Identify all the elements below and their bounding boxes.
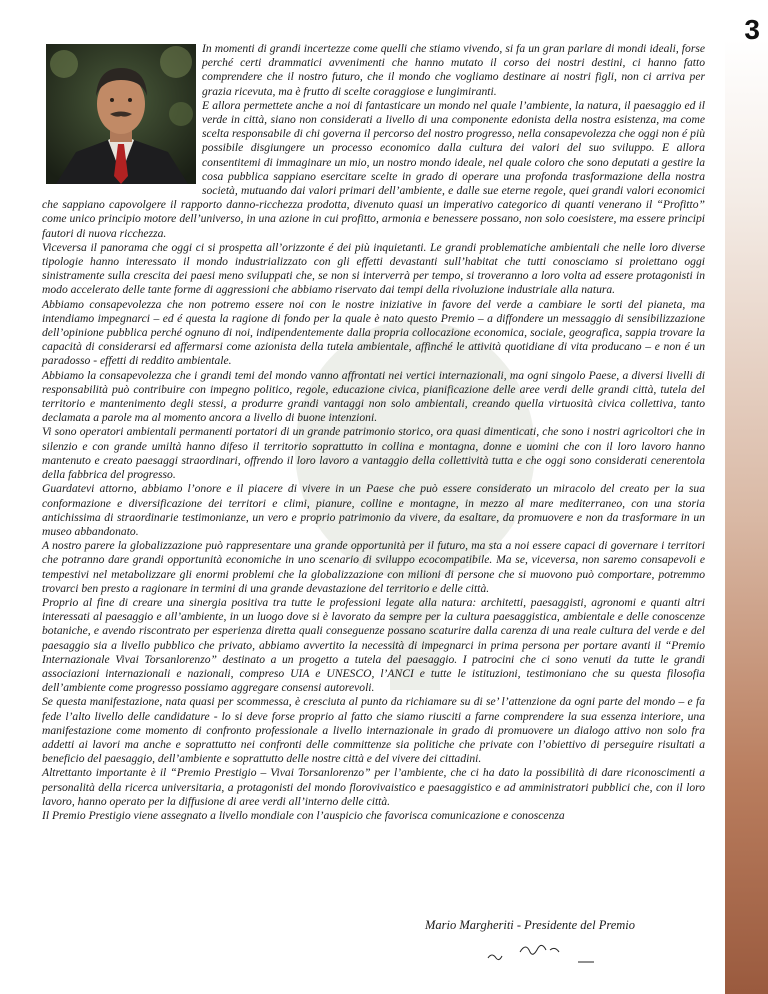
paragraph: Guardatevi attorno, abbiamo l’onore e il piacere di vivere in un Paese che può essere considerato un miracolo del creato per la sua conformazione e diversificazione dei territori e climi, pianure, colline e montagne, in mezzo al mare mediterraneo, con una storia antichissima di straordinarie testimonianze, un vero e proprio patrimonio da vivere, da esaltare, da promuovere e non da trasformare in un museo abbandonato. (42, 482, 705, 538)
paragraph: Vi sono operatori ambientali permanenti portatori di un grande patrimonio storico, ora quasi dimenticati, che sono i nostri agricoltori che in silenzio e con grande umiltà hanno difeso il territorio soprattutto in collina e montagna, donne e uomini che con il loro lavoro hanno mantenuto e creato paesaggi straordinari, offrendo il loro lavoro a vantaggio della collettività tutta e che oggi sono considerati cenerentola della fabbrica del progresso. (42, 425, 705, 482)
paragraph: In momenti di grandi incertezze come quelli che stiamo vivendo, si fa un gran parlare di mondi ideali, forse perché certi drammatici avvenimenti che hanno mutato il corso dei nostri destini, ci hanno fatto comprendere che il nostro futuro, che il mondo che vogliamo destinare ai nostri figli, non ci arriva per grazia ricevuta, ma è frutto di scelte coraggiose e lungimiranti. (202, 42, 705, 98)
paragraph: A nostro parere la globalizzazione può rappresentare una grande opportunità per il futuro, ma sta a noi essere capaci di governare i territori che potranno dare grandi opportunità economiche in uno scenario di sviluppo ecocompatibile. Ma se, viceversa, non saremo consapevoli e tempestivi nel metabolizzare gli enormi problemi che la globalizzazione con milioni di persone che si muovono può comportare, potremmo trovarci ben presto a ragionare in termini di una grande devastazione del territorio e delle città. (42, 539, 705, 595)
paragraph: E allora permettete anche a noi di fantasticare un mondo nel quale l’ambiente, la natura, il paesaggio ed il verde in città, siano non considerati a livello di una componente edonista della nostra esistenza, ma come scelta responsabile di chi governa il percorso del nostro progresso, nella consapevolezza che oggi non é più possibile disgiungere un processo economico dalla cultura dei valori del suo sviluppo. E allora consentitemi di immaginare un mio, un nostro mondo ideale, nel quale coloro che sono deputati a gestire la cosa pubblica sappiano esercitare scelte in grado di operare una profonda trasformazione della nostra società, mutuando dai valori primari dell’ambiente, e dalle sue eterne regole, quei grandi valori economici che sappiano capovolgere il rapporto danno-ricchezza prodotta, divenuto quasi un imperativo categorico di quanti venerano il “Profitto” come unico principio motore dell’universo, in una azione in cui profitto, armonia e benessere possano, non solo coesistere, ma essere principi fautori di nuova ricchezza. (42, 98, 705, 240)
paragraph: Abbiamo consapevolezza che non potremo essere noi con le nostre iniziative in favore del verde a cambiare le sorti del pianeta, ma intendiamo impegnarci – ed é questa la ragione di fondo per la quale è nato questo Premio – a diffondere un messaggio di sensibilizzazione dell’opinione pubblica perché ognuno di noi, indipendentemente dalla propria collocazione economica, sociale, geografica, sappia trovare la capacità di considerarsi ed affermarsi come azionista della tutela ambientale, affinché le attività quotidiane di vita producano – e non é un paradosso - effetti di reddito ambientale. (42, 297, 705, 368)
paragraph: Altrettanto importante è il “Premio Prestigio – Vivai Torsanlorenzo” per l’ambiente, che ci ha dato la possibilità di dare riconoscimenti a personalità della ricerca universitaria, a protagonisti del mondo florovivaistico e paesaggistico e ad amministratori pubblici che, con il loro lavoro, hanno operato per la diffusione di aree verdi all’interno delle città. (42, 766, 705, 808)
paragraph: Proprio al fine di creare una sinergia positiva tra tutte le professioni legate alla natura: architetti, paesaggisti, agronomi e quanti altri interessati al paesaggio e all’ambiente, in un luogo dove si è lavorato da sempre per la cultura paesaggistica, ambientale e delle conoscenze botaniche, e avendo riscontrato per esperienza diretta quali conseguenze possano scaturire dalla carenza di una reale cultura del verde e del paesaggio sia a livello pubblico che privato, abbiamo avvertito la necessità di impegnarci in prima persona per portare avanti il “Premio Internazionale Vivai Torsanlorenzo” destinato a un progetto a tutela del paesaggio. I patrocini che ci sono venuti da tutte le grandi associazioni internazionali e nazionali, compreso UIA e UNESCO, l’ANCI e tutte le istituzioni, testimoniano che su questa filosofia dell’ambiente come progresso possiamo aggregare consensi autorevoli. (42, 595, 705, 695)
page-number: 3 (744, 14, 760, 45)
handwritten-signature (480, 936, 600, 972)
paragraph: Abbiamo la consapevolezza che i grandi temi del mondo vanno affrontati nei vertici internazionali, ma ogni singolo Paese, a diversi livelli di responsabilità può contribuire con impegno politico, regole, educazione civica, pianificazione delle aree verdi delle grandi città, tutela del territorio e mantenimento degli stessi, a produrre grandi vantaggi non solo ambientali, creando quella virtuosità civica collettiva, tanto declamata a parole ma al momento ancora a livello di buone intenzioni. (42, 368, 705, 425)
paragraph: Il Premio Prestigio viene assegnato a livello mondiale con l’auspicio che favorisca comunicazione e conoscenza (42, 808, 565, 822)
signature-caption: Mario Margheriti - Presidente del Premio (425, 918, 636, 932)
article-body (42, 42, 705, 823)
side-color-bar (725, 0, 768, 994)
paragraph: Viceversa il panorama che oggi ci si prospetta all’orizzonte é dei più inquietanti. Le grandi problematiche ambientali che nelle loro diverse tipologie hanno interessato il mondo industrializzato con gli effetti devastanti sull’habitat che tutti conosciamo si proiettano oggi sinistramente sulla crescita dei paesi meno sviluppati che, se non si interverrà per tempo, si troveranno a loro volta ad essere protagonisti in modo accelerato delle tante forme di aggressioni che abbiamo riservato dai tempi della rivoluzione industriale alla natura. (42, 240, 705, 297)
paragraph: Se questa manifestazione, nata quasi per scommessa, è cresciuta al punto da richiamare su di se’ l’attenzione da ogni parte del mondo – e fa fede l’alto livello delle candidature - lo si deve forse proprio al fatto che siamo riusciti a farne comprendere la sua essenza interiore, una manifestazione come momento di confronto professionale a livello internazionale in grado di promuovere un dialogo attivo non solo fra addetti ai lavori ma anche e soprattutto nei confronti delle committenze sia politiche che private con l’obiettivo di perseguire risultati a beneficio del paesaggio, dell’ambiente e soprattutto delle nostre città e del vivere dei cittadini. (42, 695, 705, 766)
